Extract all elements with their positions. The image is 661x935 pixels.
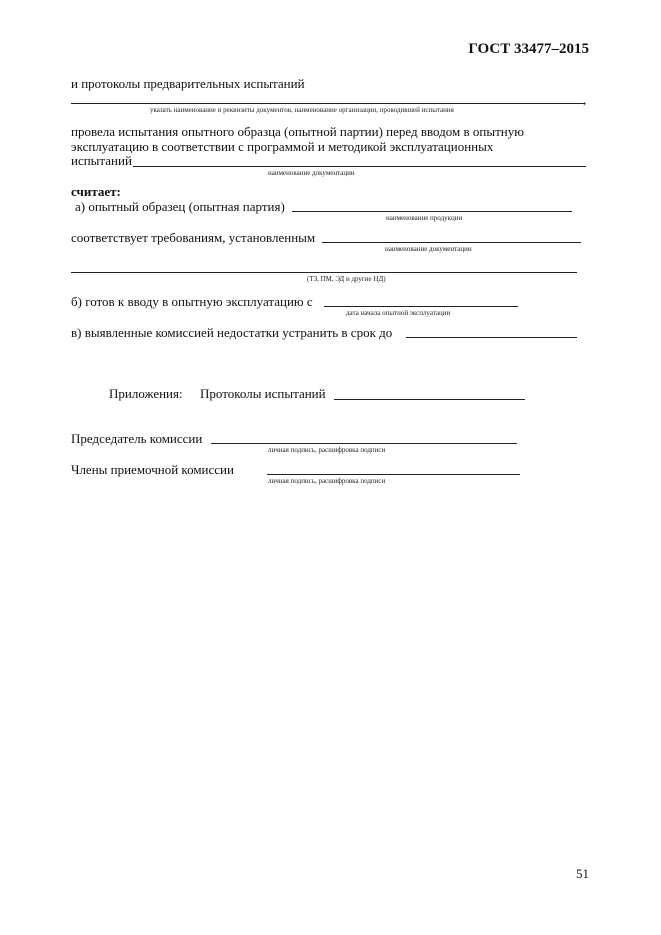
page-number: 51 xyxy=(576,866,589,881)
protocols-caption: указать наименование и реквизиты документов, наименование организации, проводившей испытания xyxy=(150,106,454,114)
members-signature-line xyxy=(267,474,520,475)
complies-text: соответствует требованиям, установленным xyxy=(71,230,316,245)
chairman-label: Председатель комиссии xyxy=(71,431,203,446)
complies-caption-2: (ТЗ, ПМ, ЭД и другие НД) xyxy=(307,275,386,283)
item-a-text: а) опытный образец (опытная партия) xyxy=(75,199,285,214)
deadline-underline xyxy=(406,337,577,338)
documentation-caption: наименование документации xyxy=(268,169,355,177)
complies-caption: наименование документации xyxy=(385,245,472,253)
attachments-underline xyxy=(334,399,525,400)
start-date-caption: дата начала опытной эксплуатации xyxy=(346,309,451,317)
attachments-label: Приложения: xyxy=(109,386,183,401)
considers-label: считает: xyxy=(71,184,121,199)
item-b-text: б) готов к вводу в опытную эксплуатацию с xyxy=(71,294,313,309)
protocols-text: и протоколы предварительных испытаний xyxy=(71,76,305,91)
members-caption: личная подпись, расшифровка подписи xyxy=(268,477,386,485)
item-c-text: в) выявленные комиссией недостатки устранить в срок до xyxy=(71,325,393,340)
product-underline xyxy=(292,211,572,212)
start-date-underline xyxy=(324,306,518,307)
tested-text-line2: эксплуатацию в соответствии с программой и методикой эксплуатационных xyxy=(71,139,494,154)
comma: , xyxy=(583,92,587,107)
complies-underline-2 xyxy=(71,272,577,273)
complies-underline xyxy=(322,242,581,243)
tested-text-line3: испытаний xyxy=(71,153,132,168)
tested-text-line1: провела испытания опытного образца (опытной партии) перед вводом в опытную xyxy=(71,124,524,139)
product-caption: наименование продукции xyxy=(386,214,463,222)
chairman-caption: личная подпись, расшифровка подписи xyxy=(268,446,386,454)
standard-number: ГОСТ 33477–2015 xyxy=(468,41,589,57)
attachments-text: Протоколы испытаний xyxy=(200,386,326,401)
protocols-underline xyxy=(71,103,585,104)
members-label: Члены приемочной комиссии xyxy=(71,462,234,477)
chairman-signature-line xyxy=(211,443,517,444)
documentation-underline xyxy=(133,166,586,167)
